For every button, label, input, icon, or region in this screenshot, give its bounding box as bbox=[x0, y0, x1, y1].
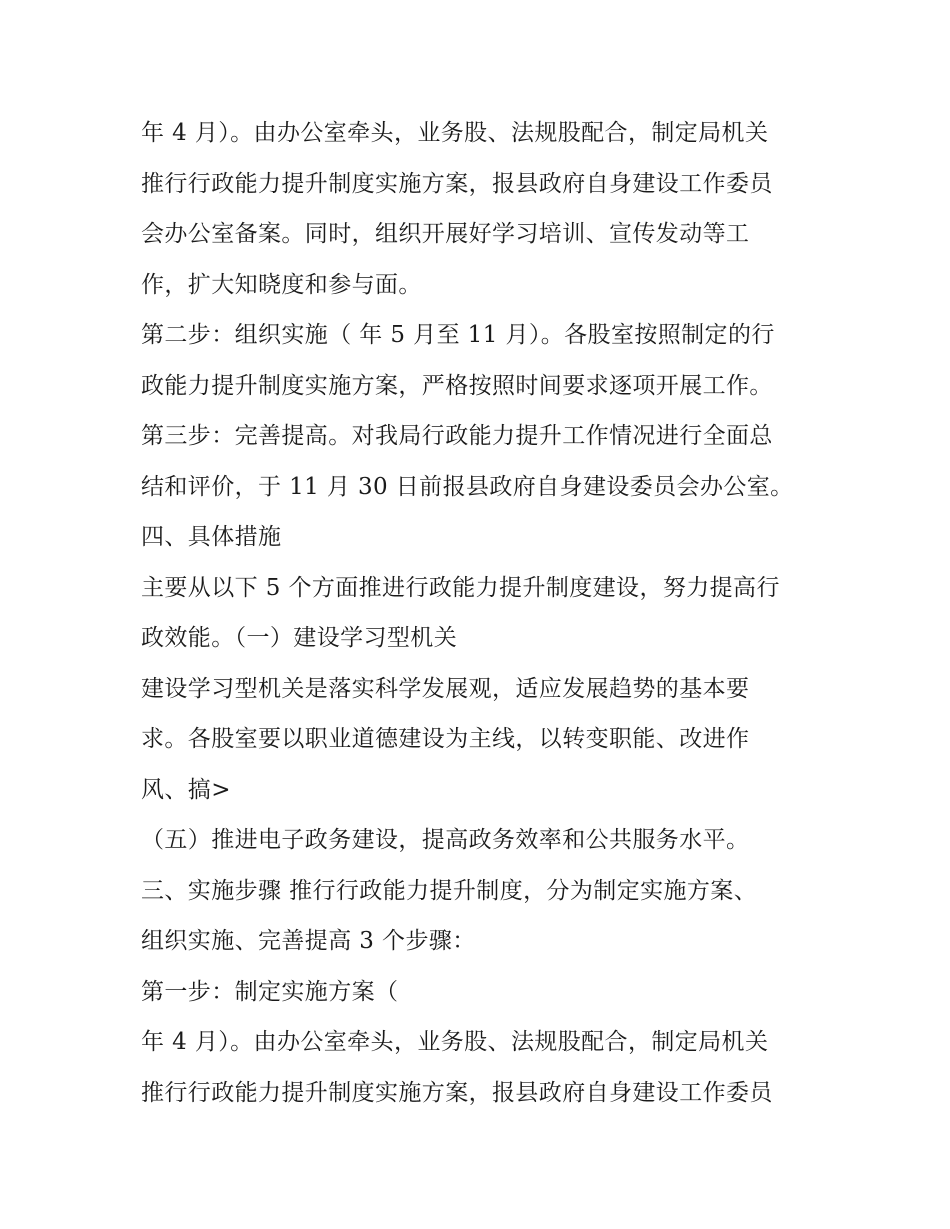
text-line: 会办公室备案。同时，组织开展好学习培训、宣传发动等工 bbox=[141, 221, 750, 247]
text-line: 组织实施、完善提高 3 个步骤： bbox=[141, 928, 476, 954]
text-line: （五）推进电子政务建设，提高政务效率和公共服务水平。 bbox=[141, 827, 750, 853]
text-line: 求。各股室要以职业道德建设为主线，以转变职能、改进作 bbox=[141, 726, 750, 752]
text-line: 推行行政能力提升制度实施方案，报县政府自身建设工作委员 bbox=[141, 1079, 773, 1106]
section-heading: 四、具体措施 bbox=[141, 524, 282, 550]
text-line: 政效能。（一）建设学习型机关 bbox=[141, 625, 458, 651]
text-line: 第二步：组织实施（ 年 5 月至 11 月）。各股室按照制定的行 bbox=[141, 322, 775, 348]
text-line: 第三步：完善提高。对我局行政能力提升工作情况进行全面总 bbox=[141, 423, 773, 449]
text-line: 政能力提升制度实施方案，严格按照时间要求逐项开展工作。 bbox=[141, 372, 773, 399]
text-line: 第一步：制定实施方案（ bbox=[141, 978, 399, 1005]
text-line: 年 4 月）。由办公室牵头，业务股、法规股配合，制定局机关 bbox=[141, 120, 769, 146]
text-line: 建设学习型机关是落实科学发展观，适应发展趋势的基本要 bbox=[141, 675, 750, 702]
text-line: 风、搞> bbox=[141, 776, 231, 803]
text-line: 作，扩大知晓度和参与面。 bbox=[141, 271, 422, 298]
text-line: 主要从以下 5 个方面推进行政能力提升制度建设，努力提高行 bbox=[141, 574, 780, 601]
document-body bbox=[141, 108, 821, 1118]
text-line: 推行行政能力提升制度实施方案，报县政府自身建设工作委员 bbox=[141, 170, 773, 197]
text-line: 三、实施步骤 推行行政能力提升制度，分为制定实施方案、 bbox=[141, 877, 758, 904]
text-line: 年 4 月）。由办公室牵头，业务股、法规股配合，制定局机关 bbox=[141, 1029, 769, 1055]
text-line: 结和评价，于 11 月 30 日前报县政府自身建设委员会办公室。 bbox=[141, 473, 794, 500]
